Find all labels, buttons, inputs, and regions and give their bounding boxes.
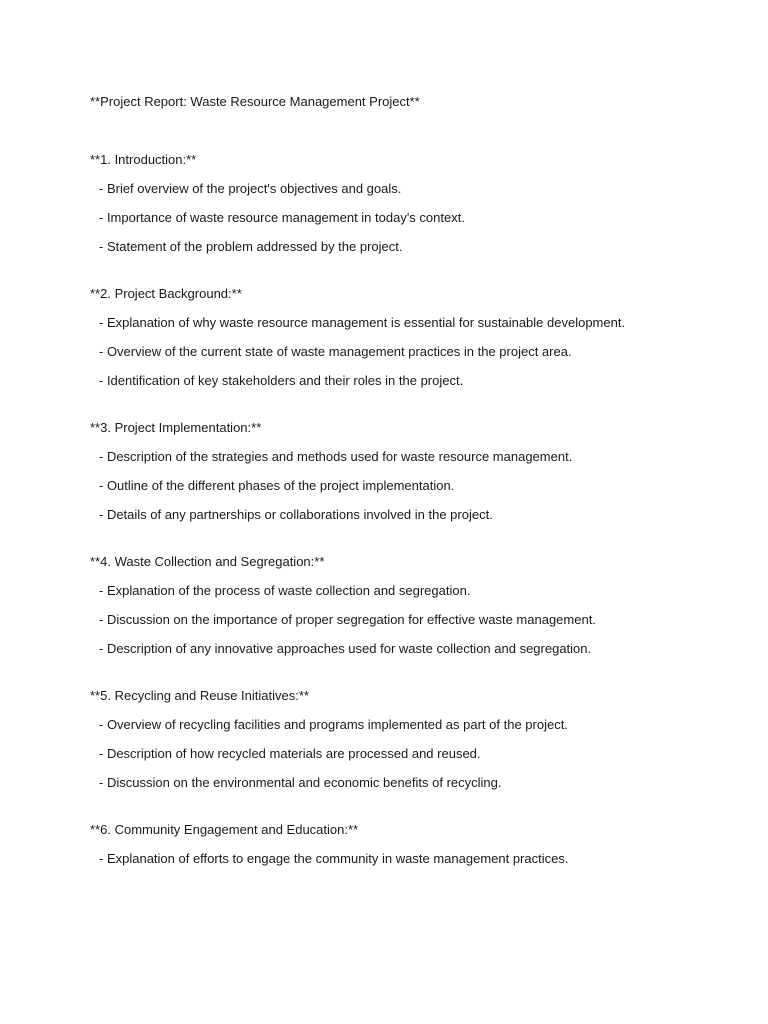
document-sections xyxy=(90,151,728,897)
section-heading: **4. Waste Collection and Segregation:** xyxy=(90,554,325,569)
section-heading: **1. Introduction:** xyxy=(90,152,197,167)
bullet-item: - Importance of waste resource management in today's context. xyxy=(99,210,465,225)
bullet-item: - Statement of the problem addressed by the project. xyxy=(99,239,403,254)
bullet-item: - Explanation of why waste resource management is essential for sustainable development. xyxy=(99,315,626,330)
bullet-item: - Explanation of the process of waste collection and segregation. xyxy=(99,583,471,598)
bullet-item: - Overview of the current state of waste management practices in the project area. xyxy=(99,344,572,359)
bullet-item: - Outline of the different phases of the project implementation. xyxy=(99,478,455,493)
section-heading: **3. Project Implementation:** xyxy=(90,420,262,435)
bullet-item: - Details of any partnerships or collaborations involved in the project. xyxy=(99,507,493,522)
section-project-implementation xyxy=(90,419,728,524)
bullet-item: - Discussion on the importance of proper segregation for effective waste management. xyxy=(99,612,596,627)
bullet-item: - Description of any innovative approaches used for waste collection and segregation. xyxy=(99,641,592,656)
section-introduction xyxy=(90,151,728,256)
bullet-item: - Overview of recycling facilities and programs implemented as part of the project. xyxy=(99,717,568,732)
document-title: **Project Report: Waste Resource Management Project** xyxy=(90,94,420,109)
section-community-engagement xyxy=(90,821,728,868)
bullet-item: - Description of the strategies and methods used for waste resource management. xyxy=(99,449,573,464)
section-waste-collection xyxy=(90,553,728,658)
section-recycling-reuse xyxy=(90,687,728,792)
section-project-background xyxy=(90,285,728,390)
section-heading: **6. Community Engagement and Education:** xyxy=(90,822,359,837)
bullet-item: - Brief overview of the project's objectives and goals. xyxy=(99,181,402,196)
bullet-item: - Identification of key stakeholders and their roles in the project. xyxy=(99,373,464,388)
bullet-item: - Discussion on the environmental and economic benefits of recycling. xyxy=(99,775,502,790)
section-heading: **2. Project Background:** xyxy=(90,286,242,301)
section-heading: **5. Recycling and Reuse Initiatives:** xyxy=(90,688,309,703)
bullet-item: - Description of how recycled materials are processed and reused. xyxy=(99,746,481,761)
bullet-item: - Explanation of efforts to engage the community in waste management practices. xyxy=(99,851,569,866)
